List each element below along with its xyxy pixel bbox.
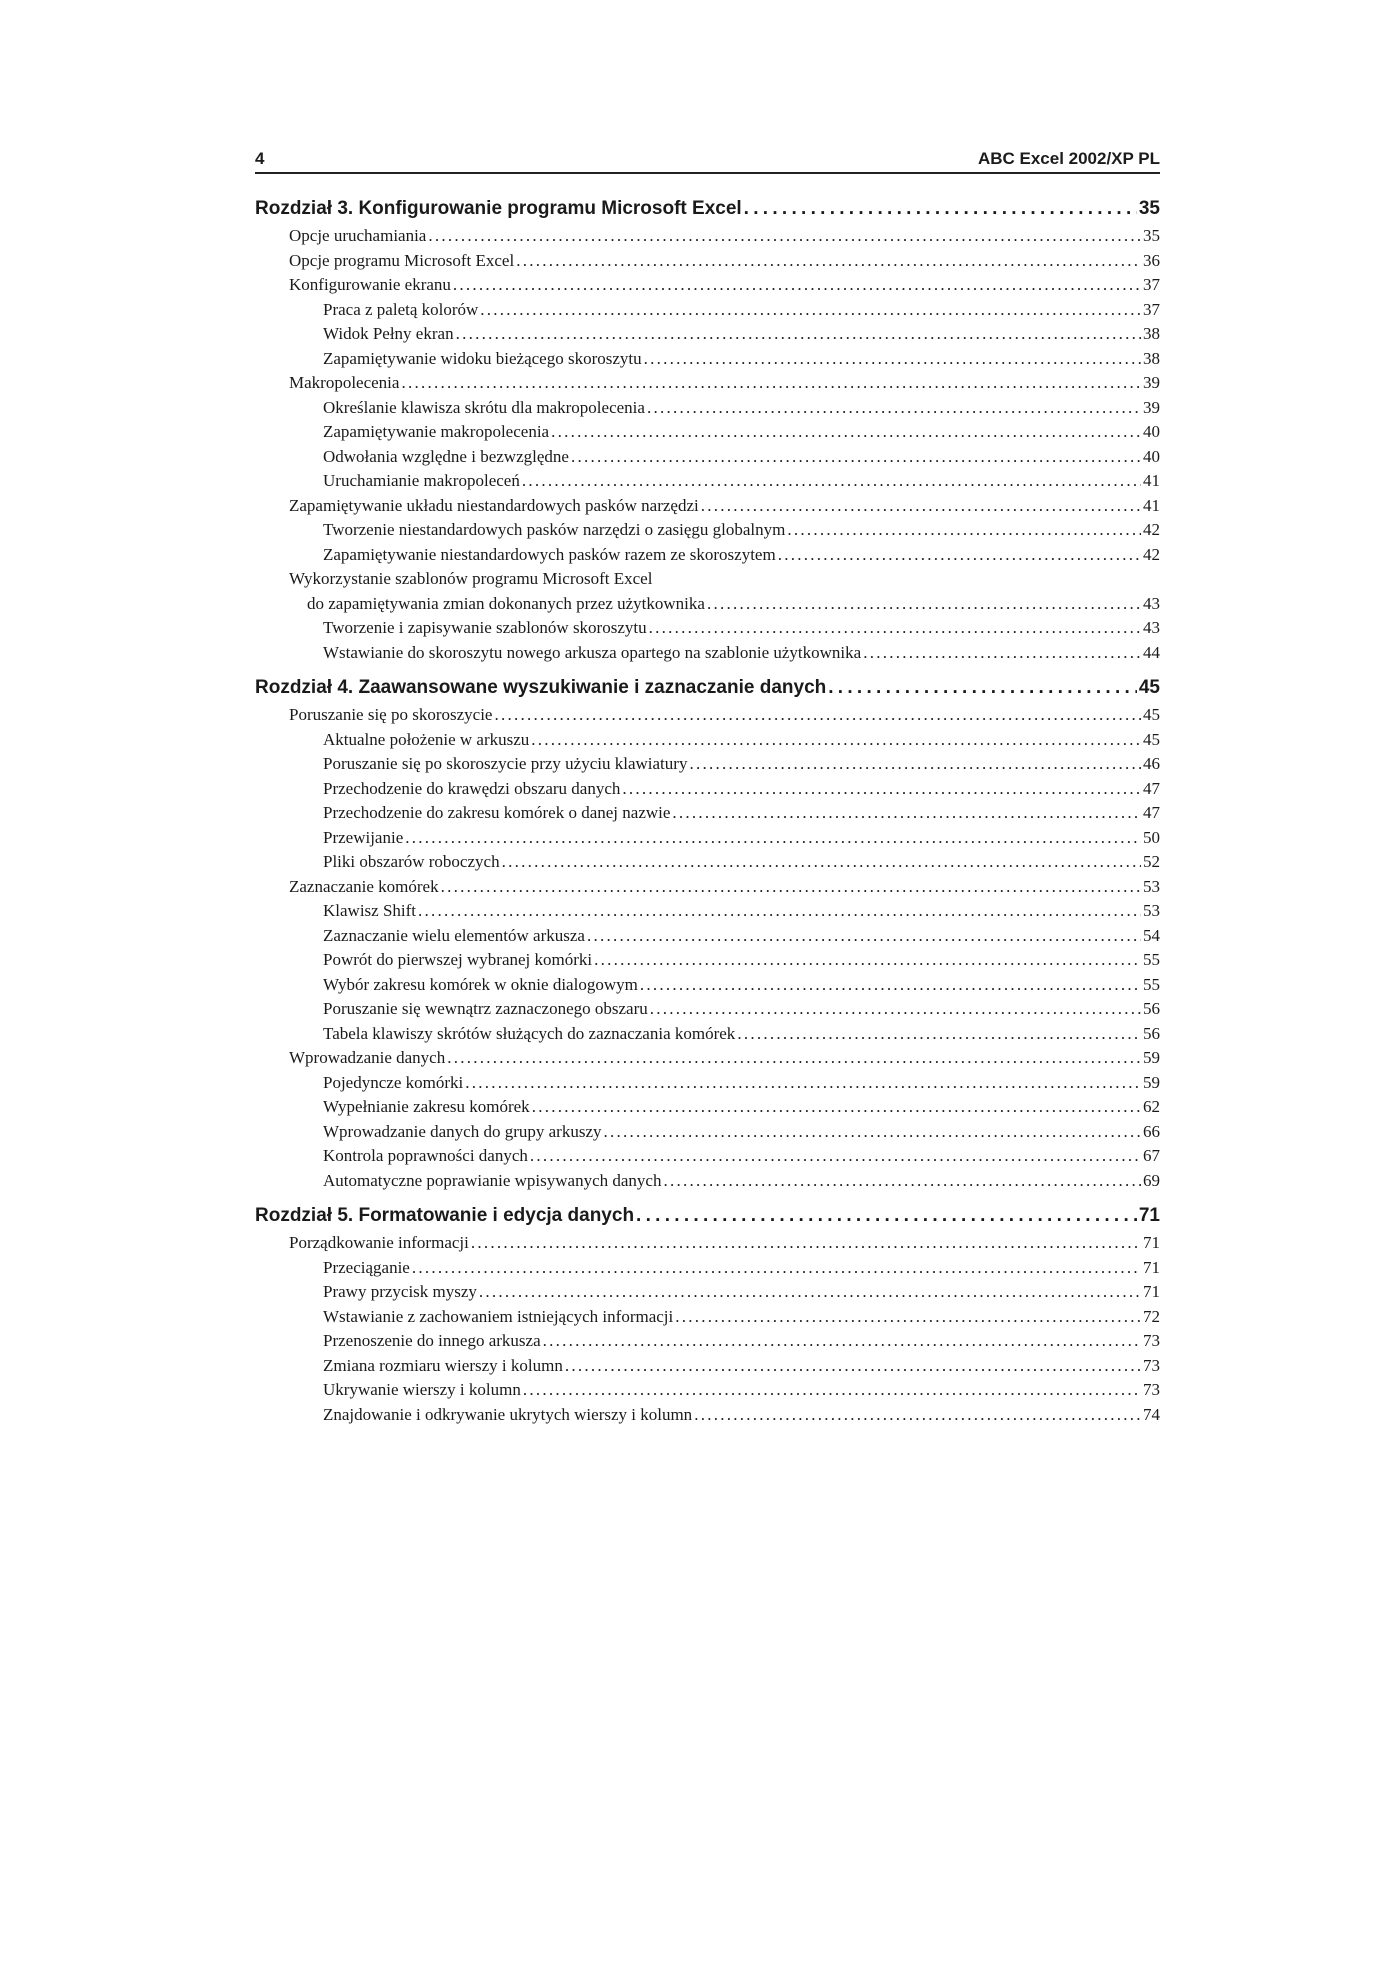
entry-page: 39 bbox=[1143, 397, 1160, 417]
entry-title: Wykorzystanie szablonów programu Microsoft Excel bbox=[289, 569, 653, 588]
chapter-title: Rozdział 5. Formatowanie i edycja danych bbox=[255, 1205, 635, 1226]
entry-title: Ukrywanie wierszy i kolumn bbox=[323, 1380, 521, 1399]
entry-title: do zapamiętywania zmian dokonanych przez użytkownika bbox=[307, 593, 705, 613]
toc-entry bbox=[255, 803, 1160, 828]
toc-entry bbox=[255, 950, 1160, 975]
toc-entry bbox=[255, 251, 1160, 276]
toc-entry bbox=[255, 471, 1160, 496]
dot-leader bbox=[778, 545, 1141, 565]
entry-page: 35 bbox=[1143, 226, 1160, 245]
entry-page: 42 bbox=[1143, 520, 1160, 539]
entry-page: 66 bbox=[1143, 1121, 1160, 1141]
entry-title: Zapamiętywanie układu niestandardowych pasków narzędzi bbox=[289, 495, 699, 515]
entry-title: Tworzenie i zapisywanie szablonów skoroszytu bbox=[323, 618, 647, 637]
toc-entry bbox=[255, 520, 1160, 545]
entry-page: 55 bbox=[1143, 950, 1160, 969]
dot-leader bbox=[471, 1233, 1141, 1253]
dot-leader bbox=[644, 349, 1141, 369]
dot-leader bbox=[689, 754, 1141, 774]
toc-entry bbox=[255, 1146, 1160, 1171]
dot-leader bbox=[707, 594, 1141, 614]
entry-page: 37 bbox=[1143, 275, 1160, 294]
dot-leader bbox=[663, 1171, 1141, 1191]
dot-leader bbox=[523, 1380, 1141, 1400]
toc-entry bbox=[255, 618, 1160, 643]
entry-title: Zapamiętywanie niestandardowych pasków razem ze skoroszytem bbox=[323, 544, 776, 564]
entry-page: 56 bbox=[1143, 1023, 1160, 1043]
dot-leader bbox=[587, 926, 1141, 946]
entry-page: 73 bbox=[1143, 1380, 1160, 1399]
dot-leader bbox=[640, 975, 1141, 995]
entry-title: Znajdowanie i odkrywanie ukrytych wierszy i kolumn bbox=[323, 1404, 693, 1424]
entry-title: Określanie klawisza skrótu dla makropolecenia bbox=[323, 397, 645, 417]
entry-page: 41 bbox=[1143, 495, 1160, 515]
dot-leader bbox=[787, 520, 1141, 540]
toc-entry bbox=[255, 1097, 1160, 1122]
entry-page: 50 bbox=[1143, 827, 1160, 847]
chapter-heading bbox=[255, 198, 1160, 226]
entry-page: 46 bbox=[1143, 754, 1160, 773]
document-page bbox=[255, 145, 1160, 1439]
entry-page: 52 bbox=[1143, 852, 1160, 871]
dot-leader bbox=[494, 705, 1141, 725]
entry-page: 56 bbox=[1143, 999, 1160, 1018]
dot-leader bbox=[456, 324, 1141, 344]
toc-entry bbox=[255, 779, 1160, 804]
entry-page: 71 bbox=[1143, 1233, 1160, 1252]
entry-title: Automatyczne poprawianie wpisywanych danych bbox=[323, 1170, 662, 1190]
dot-leader bbox=[828, 677, 1137, 699]
dot-leader bbox=[479, 1282, 1141, 1302]
toc-entry bbox=[255, 226, 1160, 251]
entry-page: 40 bbox=[1143, 422, 1160, 441]
entry-page: 43 bbox=[1143, 618, 1160, 637]
entry-title: Makropolecenia bbox=[289, 373, 400, 392]
toc-entry bbox=[255, 545, 1160, 570]
entry-title: Pliki obszarów roboczych bbox=[323, 852, 500, 871]
entry-title: Pojedyncze komórki bbox=[323, 1072, 464, 1092]
dot-leader bbox=[516, 251, 1141, 271]
table-of-contents bbox=[255, 198, 1160, 1429]
entry-title: Zapamiętywanie makropolecenia bbox=[323, 422, 550, 441]
toc-entry bbox=[255, 1024, 1160, 1049]
entry-page: 41 bbox=[1143, 471, 1160, 490]
dot-leader bbox=[453, 275, 1141, 295]
toc-entry bbox=[255, 324, 1160, 349]
dot-leader bbox=[532, 1097, 1141, 1117]
dot-leader bbox=[647, 398, 1141, 418]
entry-page: 59 bbox=[1143, 1072, 1160, 1092]
dot-leader bbox=[401, 373, 1141, 393]
chapter-heading bbox=[255, 1205, 1160, 1233]
entry-page: 47 bbox=[1143, 803, 1160, 822]
entry-title: Zaznaczanie komórek bbox=[289, 876, 439, 896]
entry-page: 45 bbox=[1143, 729, 1160, 749]
toc-entry bbox=[255, 349, 1160, 374]
dot-leader bbox=[405, 828, 1141, 848]
dot-leader bbox=[675, 1307, 1141, 1327]
toc-entry bbox=[255, 643, 1160, 668]
entry-page: 54 bbox=[1143, 925, 1160, 945]
book-title: ABC Excel 2002/XP PL bbox=[977, 149, 1160, 168]
dot-leader bbox=[863, 643, 1141, 663]
running-header bbox=[255, 145, 1160, 174]
toc-entry bbox=[255, 398, 1160, 423]
toc-entry bbox=[255, 975, 1160, 1000]
chapter-title: Rozdział 3. Konfigurowanie programu Microsoft Excel bbox=[255, 198, 742, 219]
entry-title: Widok Pełny ekran bbox=[323, 324, 454, 343]
toc-entry bbox=[255, 1282, 1160, 1307]
entry-title: Przenoszenie do innego arkusza bbox=[323, 1331, 541, 1350]
entry-title: Klawisz Shift bbox=[323, 901, 417, 920]
toc-chapter bbox=[255, 677, 1160, 1195]
dot-leader bbox=[594, 950, 1141, 970]
dot-leader bbox=[650, 999, 1141, 1019]
toc-entry bbox=[255, 926, 1160, 951]
entry-page: 44 bbox=[1143, 642, 1160, 662]
toc-entry bbox=[255, 496, 1160, 521]
dot-leader bbox=[744, 198, 1137, 220]
entry-title: Tabela klawiszy skrótów służących do zaznaczania komórek bbox=[323, 1023, 736, 1043]
entry-title: Wstawianie z zachowaniem istniejących informacji bbox=[323, 1306, 674, 1326]
toc-entry bbox=[255, 1048, 1160, 1073]
dot-leader bbox=[441, 877, 1141, 897]
entry-title: Uruchamianie makropoleceń bbox=[323, 471, 520, 490]
entry-title: Aktualne położenie w arkuszu bbox=[323, 729, 530, 749]
toc-entry bbox=[255, 1307, 1160, 1332]
toc-entry bbox=[255, 569, 1160, 594]
toc-entry bbox=[255, 1405, 1160, 1430]
dot-leader bbox=[522, 471, 1141, 491]
dot-leader bbox=[418, 901, 1141, 921]
entry-page: 59 bbox=[1143, 1048, 1160, 1067]
entry-page: 45 bbox=[1143, 705, 1160, 724]
chapter-page: 35 bbox=[1138, 198, 1160, 219]
dot-leader bbox=[412, 1258, 1141, 1278]
entry-title: Przechodzenie do zakresu komórek o danej nazwie bbox=[323, 803, 671, 822]
entry-page: 43 bbox=[1143, 593, 1160, 613]
entry-page: 38 bbox=[1143, 324, 1160, 343]
entry-page: 73 bbox=[1143, 1355, 1160, 1375]
entry-title: Wprowadzanie danych bbox=[289, 1048, 446, 1067]
dot-leader bbox=[531, 730, 1141, 750]
toc-chapter bbox=[255, 1205, 1160, 1429]
entry-title: Przewijanie bbox=[323, 827, 404, 847]
toc-entry bbox=[255, 447, 1160, 472]
dot-leader bbox=[636, 1205, 1137, 1227]
toc-chapter bbox=[255, 198, 1160, 667]
dot-leader bbox=[530, 1146, 1141, 1166]
toc-entry bbox=[255, 1233, 1160, 1258]
toc-entry bbox=[255, 754, 1160, 779]
page-number: 4 bbox=[255, 149, 265, 168]
toc-entry bbox=[255, 300, 1160, 325]
entry-page: 53 bbox=[1143, 876, 1160, 896]
toc-entry bbox=[255, 1356, 1160, 1381]
dot-leader bbox=[543, 1331, 1141, 1351]
toc-entry bbox=[255, 594, 1160, 619]
entry-title: Opcje uruchamiania bbox=[289, 226, 427, 245]
entry-title: Opcje programu Microsoft Excel bbox=[289, 250, 515, 270]
entry-title: Poruszanie się po skoroszycie bbox=[289, 705, 493, 724]
toc-entry bbox=[255, 705, 1160, 730]
entry-title: Powrót do pierwszej wybranej komórki bbox=[323, 950, 593, 969]
entry-page: 71 bbox=[1143, 1257, 1160, 1277]
entry-title: Kontrola poprawności danych bbox=[323, 1146, 528, 1165]
dot-leader bbox=[551, 422, 1141, 442]
entry-page: 55 bbox=[1143, 974, 1160, 994]
toc-entry bbox=[255, 1073, 1160, 1098]
entry-title: Wstawianie do skoroszytu nowego arkusza opartego na szablonie użytkownika bbox=[323, 642, 862, 662]
entry-title: Przechodzenie do krawędzi obszaru danych bbox=[323, 778, 621, 798]
toc-entry bbox=[255, 373, 1160, 398]
entry-page: 38 bbox=[1143, 348, 1160, 368]
toc-entry bbox=[255, 730, 1160, 755]
entry-page: 53 bbox=[1143, 901, 1160, 920]
dot-leader bbox=[565, 1356, 1141, 1376]
entry-title: Porządkowanie informacji bbox=[289, 1233, 469, 1252]
chapter-page: 71 bbox=[1138, 1205, 1160, 1226]
dot-leader bbox=[649, 618, 1141, 638]
toc-entry bbox=[255, 1122, 1160, 1147]
entry-title: Zmiana rozmiaru wierszy i kolumn bbox=[323, 1355, 563, 1375]
toc-entry bbox=[255, 828, 1160, 853]
entry-page: 42 bbox=[1143, 544, 1160, 564]
dot-leader bbox=[737, 1024, 1141, 1044]
entry-page: 39 bbox=[1143, 373, 1160, 392]
dot-leader bbox=[465, 1073, 1141, 1093]
entry-title: Tworzenie niestandardowych pasków narzędzi o zasięgu globalnym bbox=[323, 520, 786, 539]
entry-page: 74 bbox=[1143, 1404, 1160, 1424]
entry-page: 73 bbox=[1143, 1331, 1160, 1350]
toc-entry bbox=[255, 422, 1160, 447]
toc-entry bbox=[255, 275, 1160, 300]
entry-title: Wybór zakresu komórek w oknie dialogowym bbox=[323, 974, 638, 994]
dot-leader bbox=[701, 496, 1141, 516]
entry-page: 72 bbox=[1143, 1306, 1160, 1326]
chapter-heading bbox=[255, 677, 1160, 705]
entry-page: 47 bbox=[1143, 778, 1160, 798]
entry-title: Poruszanie się po skoroszycie przy użyciu klawiatury bbox=[323, 754, 688, 773]
dot-leader bbox=[622, 779, 1141, 799]
dot-leader bbox=[604, 1122, 1141, 1142]
entry-title: Odwołania względne i bezwzględne bbox=[323, 446, 569, 466]
toc-entry bbox=[255, 1331, 1160, 1356]
entry-page: 36 bbox=[1143, 250, 1160, 270]
chapter-page: 45 bbox=[1138, 677, 1160, 698]
entry-title: Wypełnianie zakresu komórek bbox=[323, 1097, 530, 1116]
toc-entry bbox=[255, 1380, 1160, 1405]
entry-title: Poruszanie się wewnątrz zaznaczonego obszaru bbox=[323, 999, 648, 1018]
entry-title: Konfigurowanie ekranu bbox=[289, 275, 451, 294]
entry-title: Zaznaczanie wielu elementów arkusza bbox=[323, 925, 585, 945]
entry-title: Prawy przycisk myszy bbox=[323, 1282, 477, 1301]
entry-page: 62 bbox=[1143, 1097, 1160, 1116]
entry-page: 69 bbox=[1143, 1170, 1160, 1190]
entry-page: 71 bbox=[1143, 1282, 1160, 1301]
toc-entry bbox=[255, 1258, 1160, 1283]
entry-page: 37 bbox=[1143, 299, 1160, 319]
entry-title: Przeciąganie bbox=[323, 1257, 410, 1277]
dot-leader bbox=[672, 803, 1141, 823]
dot-leader bbox=[447, 1048, 1141, 1068]
entry-title: Praca z paletą kolorów bbox=[323, 299, 479, 319]
dot-leader bbox=[571, 447, 1141, 467]
dot-leader bbox=[694, 1405, 1141, 1425]
chapter-title: Rozdział 4. Zaawansowane wyszukiwanie i zaznaczanie danych bbox=[255, 677, 827, 698]
entry-title: Zapamiętywanie widoku bieżącego skoroszytu bbox=[323, 348, 642, 368]
toc-entry bbox=[255, 999, 1160, 1024]
dot-leader bbox=[502, 852, 1141, 872]
dot-leader bbox=[428, 226, 1141, 246]
entry-page: 67 bbox=[1143, 1146, 1160, 1165]
entry-title: Wprowadzanie danych do grupy arkuszy bbox=[323, 1121, 602, 1141]
toc-entry bbox=[255, 1171, 1160, 1196]
entry-page: 40 bbox=[1143, 446, 1160, 466]
toc-entry bbox=[255, 877, 1160, 902]
toc-entry bbox=[255, 852, 1160, 877]
toc-entry bbox=[255, 901, 1160, 926]
dot-leader bbox=[480, 300, 1141, 320]
